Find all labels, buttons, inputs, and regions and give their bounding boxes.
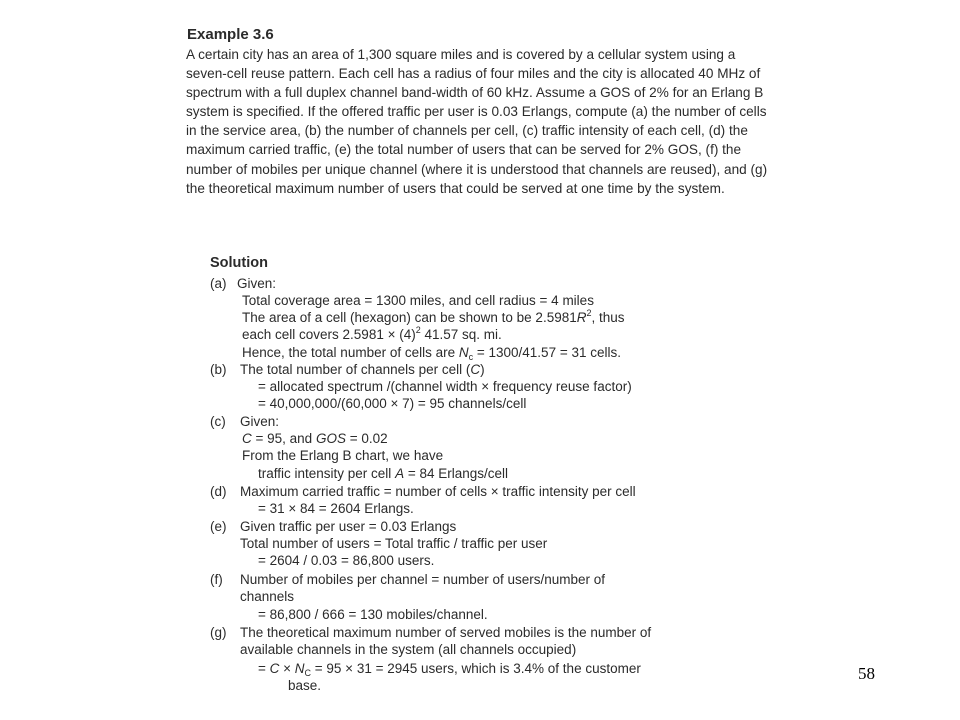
part-f-label: (f) [210,572,223,587]
part-c-line-2: C = 95, and GOS = 0.02 [242,431,388,446]
part-a-line-2: Total coverage area = 1300 miles, and cell radius = 4 miles [242,293,594,308]
part-a-line-3: The area of a cell (hexagon) can be shown to be $2.5981R^2$, thus [242,308,625,325]
part-g-line-2: available channels in the system (all channels occupied) [240,642,577,657]
part-c-line-3: From the Erlang B chart, we have [242,448,444,463]
part-c-line-1: Given: [240,414,280,429]
part-e-line-1: Given traffic per user = 0.03 Erlangs [240,519,457,534]
solution-heading: Solution [210,255,268,271]
part-f-line-1: Number of mobiles per channel = number of users/number of [240,572,606,587]
part-a-label: (a) [210,276,227,291]
part-c-label: (c) [210,414,226,429]
part-g-line-1: The theoretical maximum number of served mobiles is the number of [240,625,652,640]
part-d-line-2: = 31 × 84 = 2604 Erlangs. [258,501,414,516]
part-g-line-4: base. [288,678,322,693]
slide-number: 58 [858,664,875,683]
part-f-line-3: = 86,800 / 666 = 130 mobiles/channel. [258,607,488,622]
part-d-label: (d) [210,484,227,499]
part-e-line-2: Total number of users = Total traffic / traffic per user [240,536,548,551]
example-heading: Example 3.6 [187,26,274,43]
part-c-line-4: traffic intensity per cell A = 84 Erlangs/cell [258,466,509,481]
part-a-line-1: Given: [237,276,277,291]
scanned-textbook-excerpt [183,8,783,708]
part-b-line-1: The total number of channels per cell (C) [240,362,485,377]
part-e-line-3: = 2604 / 0.03 = 86,800 users. [258,553,435,568]
part-a-line-5: Hence, the total number of cells are $N_c = 1300/41.57 = 31$ cells. [242,345,621,362]
part-b-line-3: = 40,000,000/(60,000 × 7) = 95 channels/cell [258,396,527,411]
part-b-label: (b) [210,362,227,377]
part-f-line-2: channels [240,589,295,604]
part-b-line-2: = allocated spectrum /(channel width × frequency reuse factor) [258,379,632,394]
part-g-line-3: = $C \times N_C = 95 \times 31 = 2945$ users, which is 3.4% of the customer [258,661,641,678]
part-g-label: (g) [210,625,227,640]
problem-statement: A certain city has an area of 1,300 square miles and is covered by a cellular system using a seven-cell reuse pattern. Each cell has a radius of four miles and the city is allocated 40 MHz of spectrum with a full duplex channel band-width of 60 kHz. Assume a GOS of 2% for an Erlang B system is specified. If the offered traffic per user is 0.03 Erlangs, compute (a) the number of cells in the service area, (b) the number of channels per cell, (c) traffic intensity of each cell, (d) the maximum carried traffic, (e) the total number of users that can be served for 2% GOS, (f) the number of mobiles per unique channel (where it is understood that channels are reused), and (g) the theoretical maximum number of users that could be served at one time by the system. [186,47,768,196]
part-e-label: (e) [210,519,227,534]
part-a-line-4: each cell covers $2.5981 \times (4)^2$ 41.57 sq. mi. [242,325,502,342]
part-d-line-1: Maximum carried traffic = number of cells × traffic intensity per cell [240,484,636,499]
